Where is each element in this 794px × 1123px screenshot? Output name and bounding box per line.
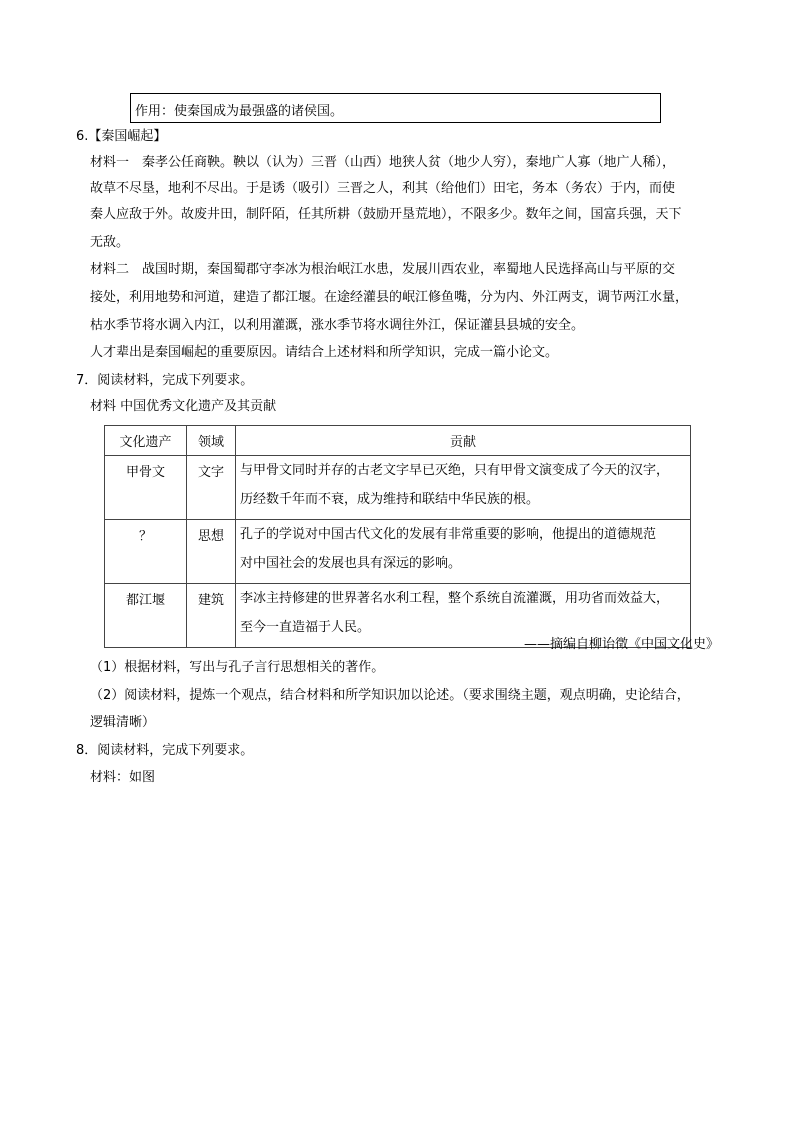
cell-contribution — [236, 520, 691, 584]
answer-box — [130, 93, 661, 123]
heritage-table — [104, 425, 691, 648]
cell-field: 文字 — [187, 456, 236, 520]
q7-sub-2-line-2: 逻辑清晰） — [90, 715, 156, 730]
q6-line-1: 材料一 秦孝公任商鞅。鞅以（认为）三晋（山西）地狭人贫（地少人穷），秦地广人寡（地广人稀）， — [90, 155, 676, 170]
contribution-line: 历经数千年而不衰，成为维持和联结中华民族的根。 — [240, 492, 540, 507]
contribution-line: 至今一直造福于人民。 — [240, 620, 371, 635]
q6-line-3: 秦人应敌于外。故废井田，制阡陌，任其所耕（鼓励开垦荒地），不限多少。数年之间，国富兵强，天下 — [90, 207, 682, 222]
q6-line-2: 故草不尽垦，地利不尽出。于是诱（吸引）三晋之人，利其（给他们）田宅，务本（务农）于内，而使 — [90, 181, 676, 196]
q8-material: 材料：如图 — [90, 770, 156, 785]
cell-contribution — [236, 456, 691, 520]
q7-sub-2-line-1: （2）阅读材料，提炼一个观点，结合材料和所学知识加以论述。（要求围绕主题，观点明确，史论结合， — [90, 688, 690, 703]
q7-heading: 7．阅读材料，完成下列要求。 — [76, 373, 254, 388]
cell-heritage: 甲骨文 — [105, 456, 187, 520]
table-header-row — [105, 426, 691, 456]
cell-heritage: 都江堰 — [105, 584, 187, 648]
header-contribution: 贡献 — [236, 426, 691, 456]
table-row — [105, 520, 691, 584]
q6-heading: 6.【秦国崛起】 — [76, 129, 167, 144]
contribution-line: 李冰主持修建的世界著名水利工程，整个系统自流灌溉，用功省而效益大， — [240, 591, 670, 606]
source-citation: ——摘编自柳诒徵《中国文化史》 — [523, 637, 719, 652]
q7-material-title: 材料 中国优秀文化遗产及其贡献 — [90, 399, 277, 414]
cell-field: 建筑 — [187, 584, 236, 648]
q6-line-7: 枯水季节将水调入内江，以利用灌溉，涨水季节将水调往外江，保证灌县县城的安全。 — [90, 318, 585, 333]
contribution-line: 孔子的学说对中国古代文化的发展有非常重要的影响，他提出的道德规范 — [240, 527, 657, 542]
q6-line-8: 人才辈出是秦国崛起的重要原因。请结合上述材料和所学知识，完成一篇小论文。 — [90, 345, 559, 360]
q6-line-6: 接处，利用地势和河道，建造了都江堰。在途经灌县的岷江修鱼嘴，分为内、外江两支，调节两江水量， — [90, 290, 689, 305]
header-heritage: 文化遗产 — [105, 426, 187, 456]
table-row — [105, 456, 691, 520]
q6-line-5: 材料二 战国时期，秦国蜀郡守李冰为根治岷江水患，发展川西农业，率蜀地人民选择高山与平原的交 — [90, 262, 676, 277]
cell-field: 思想 — [187, 520, 236, 584]
header-field: 领域 — [187, 426, 236, 456]
contribution-line: 对中国社会的发展也具有深远的影响。 — [240, 556, 462, 571]
answer-box-text: 作用：使秦国成为最强盛的诸侯国。 — [135, 104, 344, 119]
contribution-line: 与甲骨文同时并存的古老文字早已灭绝，只有甲骨文演变成了今天的汉字， — [240, 463, 670, 478]
cell-heritage: ？ — [105, 520, 187, 584]
q7-sub-1: （1）根据材料，写出与孔子言行思想相关的著作。 — [90, 660, 385, 675]
q8-heading: 8．阅读材料，完成下列要求。 — [76, 743, 254, 758]
q6-line-4: 无敌。 — [90, 235, 130, 250]
